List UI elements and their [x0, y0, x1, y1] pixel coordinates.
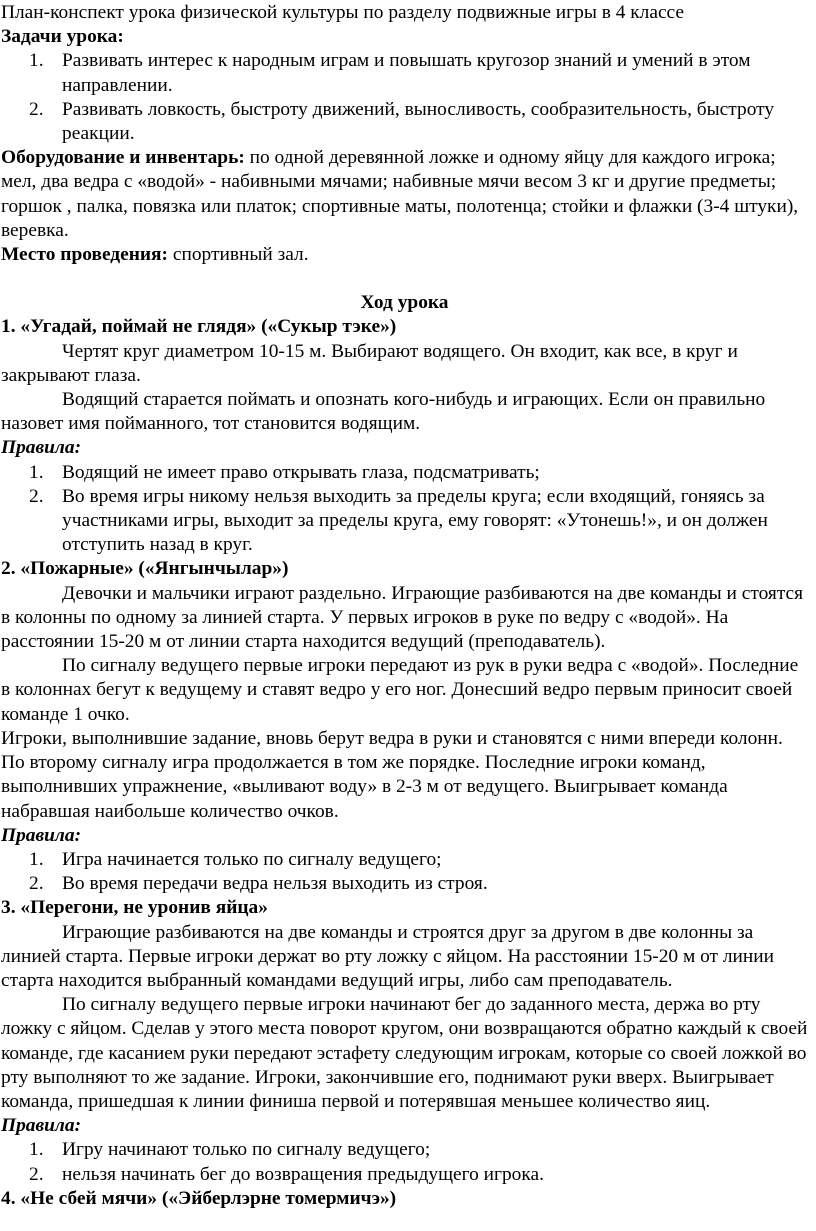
list-item: 2. Во время игры никому нельзя выходить за пределы круга; если входящий, гоняясь за участниками игры, выходит за пределы круга, ему говорят: «Утонешь!», и он должен отступить назад в круг. — [29, 485, 768, 556]
rules-label: Правила: — [1, 437, 82, 459]
game-paragraph: Играющие разбиваются на две команды и строятся друг за другом в две колонны за линией старта. Первые игроки держат во рту ложку с яйцом. На расстоянии 15-20 м от линии старта находится выбранный командами ведущий игры, либо сам преподаватель. — [1, 921, 775, 991]
game-paragraph: Чертят круг диаметром 10-15 м. Выбирают водящего. Он входит, как все, в круг и закрывают глаза. — [1, 340, 738, 386]
equipment-text: по одной деревянной ложке и одному яйцу для каждого игрока; мел, два ведра с «водой» - набивными мячами; набивные мячи весом 3 кг и другие предметы; горшок , палка, повязка или платок; спортивные маты, полотенца; стойки и флажки (3-4 штуки), веревка. — [1, 147, 799, 241]
game-title: 2. «Пожарные» («Янгынчылар») — [1, 558, 289, 580]
game-paragraph: По сигналу ведущего первые игроки передают из рук в руки ведра с «водой». Последние в колоннах бегут к ведущему и ставят ведро у его ног. Донесший ведро первым приносит своей команде 1 очко. — [1, 655, 799, 725]
list-item: 1. Игра начинается только по сигналу ведущего; — [29, 848, 442, 870]
tasks-heading — [1, 25, 808, 49]
list-item: 1. Игру начинают только по сигналу ведущего; — [29, 1139, 431, 1161]
lesson-heading: Ход урока — [360, 292, 449, 314]
list-item: 2. нельзя начинать бег до возвращения предыдущего игрока. — [29, 1163, 544, 1185]
game-paragraph: По сигналу ведущего первые игроки начинают бег до заданного места, держа во рту ложку с яйцом. Сделав у этого места поворот кругом, они возвращаются обратно каждый к своей команде, где касанием руки передают эстафету следующим игрокам, которые со своей ложкой во рту выполняют то же задание. Игроки, закончившие его, поднимают руки вверх. Выигрывает команда, пришедшая к линии финиша первой и потерявшая меньшее количество яиц. — [1, 994, 808, 1112]
list-item: 2. Развивать ловкость, быстроту движений, выносливость, сообразительность, быстроту реакции. — [29, 98, 775, 145]
game-title: 1. «Угадай, поймай не глядя» («Сукыр тэке») — [1, 316, 397, 338]
place-paragraph — [1, 243, 808, 267]
game-title: 3. «Перегони, не уронив яйца» — [1, 897, 268, 919]
rules-label: Правила: — [1, 1115, 82, 1137]
game-paragraph: Водящий старается поймать и опознать кого-нибудь и играющих. Если он правильно назовет имя пойманного, тот становится водящим. — [1, 389, 766, 435]
rules-label: Правила: — [1, 824, 82, 846]
list-item: 1. Развивать интерес к народным играм и повышать кругозор знаний и умений в этом направлении. — [29, 50, 751, 96]
document-title: План-конспект урока физической культуры по разделу подвижные игры в 4 классе — [1, 2, 685, 23]
document-page — [0, 1, 816, 1211]
equipment-label: Оборудование и инвентарь: — [1, 147, 245, 169]
list-item: 1. Водящий не имеет право открывать глаза, подсматривать; — [29, 461, 540, 483]
game-paragraph: Игроки, выполнившие задание, вновь берут ведра в руки и становятся с ними впереди колонн. По второму сигналу игра продолжается в том же порядке. Последние игроки команд, выполнивших упражнение, «выливают воду» в 2-3 м от ведущего. Выигрывает команда набравшая наибольше количество очков. — [1, 727, 783, 822]
game-title: 4. «Не сбей мячи» («Эйберлэрне томермичэ») — [1, 1187, 397, 1209]
tasks-label: Задачи урока: — [1, 26, 124, 48]
place-text: спортивный зал. — [168, 244, 309, 266]
rules-list — [1, 461, 808, 558]
list-item: 2. Во время передачи ведра нельзя выходить из строя. — [29, 873, 488, 895]
rules-list — [1, 848, 808, 896]
rules-list — [1, 1138, 808, 1186]
game-paragraph: Девочки и мальчики играют раздельно. Играющие разбиваются на две команды и стоятся в колонны по одному за линией старта. У первых игроков в руке по ведру с «водой». На расстоянии 15-20 м от линии старта находится ведущий (преподаватель). — [1, 582, 804, 653]
place-label: Место проведения: — [1, 244, 169, 266]
tasks-list — [1, 49, 808, 146]
equipment-paragraph — [1, 146, 808, 243]
